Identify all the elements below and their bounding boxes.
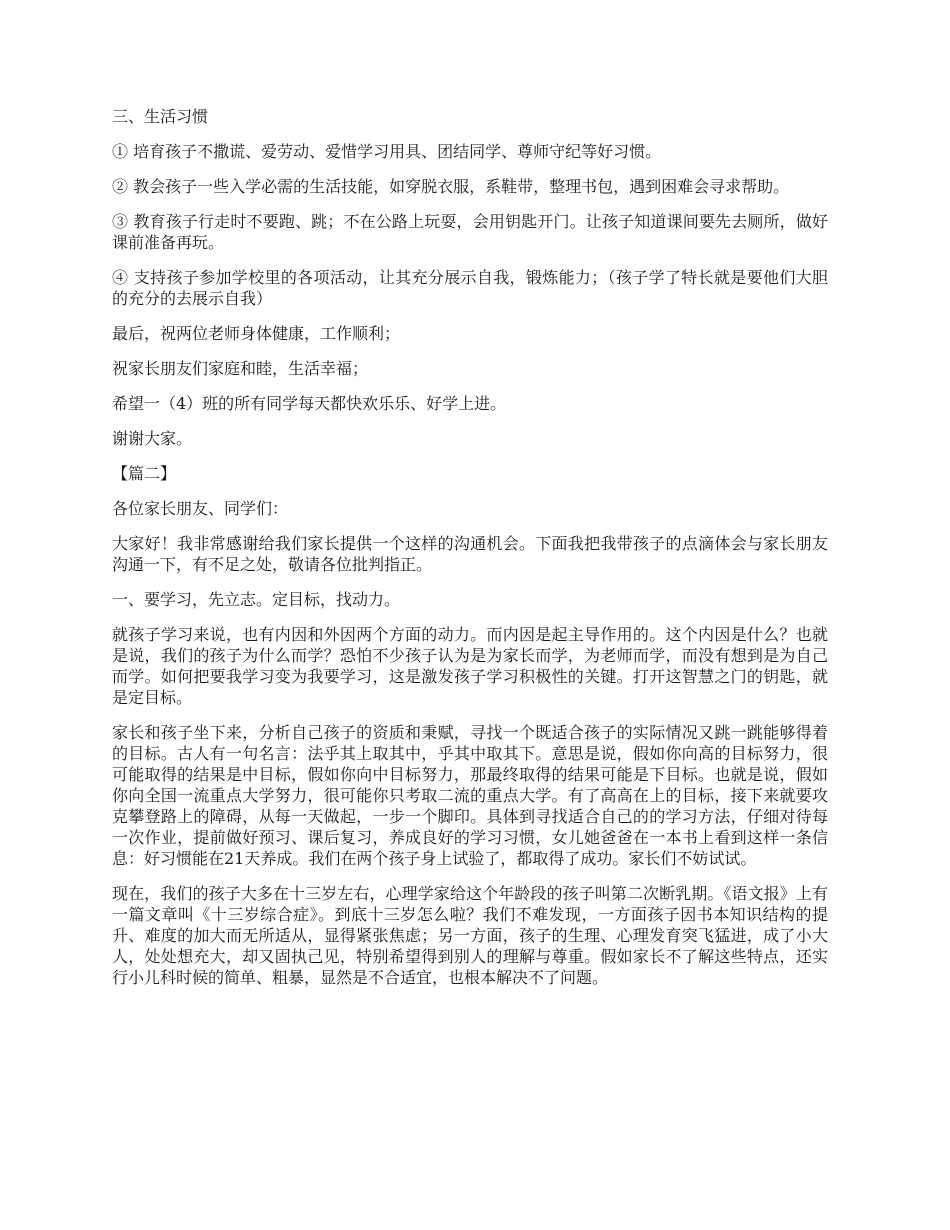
salutation: 各位家长朋友、同学们： <box>112 499 289 518</box>
closing-wish-parents: 祝家长朋友们家庭和睦，生活幸福； <box>112 359 369 378</box>
habit-item-1: ① 培育孩子不撒谎、爱劳动、爱惜学习用具、团结同学、尊师守纪等好习惯。 <box>112 142 662 161</box>
opening-paragraph: 大家好！我非常感谢给我们家长提供一个这样的沟通机会。下面我把我带孩子的点滴体会与家长朋友沟通一下，有不足之处，敬请各位批判指正。 <box>112 534 828 574</box>
body-paragraph: 现在，我们的孩子大多在十三岁左右，心理学家给这个年龄段的孩子叫第二次断乳期。《语文报》上有一篇文章叫《十三岁综合症》。到底十三岁怎么啦？我们不难发现，一方面孩子因书本知识结构的提升、难度的加大而无所适从，显得紧张焦虑；另一方面，孩子的生理、心理发育突飞猛进，成了小大人，处处想充大，却又固执己见，特别希望得到别人的理解与尊重。假如家长不了解这些特点，还实行小儿科时候的简单、粗暴，显然是不合适宜，也根本解决不了问题。 <box>112 884 828 987</box>
section-heading-part-two: 【篇二】 <box>112 464 177 483</box>
closing-wish-students: 希望一（4）班的所有同学每天都快欢乐乐、好学上进。 <box>112 394 507 413</box>
body-paragraph: 家长和孩子坐下来，分析自己孩子的资质和秉赋，寻找一个既适合孩子的实际情况又跳一跳能够得着的目标。古人有一句名言：法乎其上取其中，乎其中取其下。意思是说，假如你向高的目标努力，很可能取得的结果是中目标，假如你向中目标努力，那最终取得的结果可能是下目标。也就是说，假如你向全国一流重点大学努力，很可能你只考取二流的重点大学。有了高高在上的目标，接下来就要攻克攀登路上的障碍，从每一天做起，一步一个脚印。具体到寻找适合自己的的学习方法，仔细对待每一次作业，提前做好预习、课后复习，养成良好的学习习惯，女儿她爸爸在一本书上看到这样一条信息：好习惯能在21天养成。我们在两个孩子身上试验了，都取得了成功。家长们不妨试试。 <box>112 723 828 868</box>
section-heading-living-habits: 三、生活习惯 <box>112 107 209 126</box>
habit-item-2: ② 教会孩子一些入学必需的生活技能，如穿脱衣服，系鞋带，整理书包，遇到困难会寻求帮助。 <box>112 177 790 196</box>
closing-wish-teachers: 最后，祝两位老师身体健康，工作顺利； <box>112 324 401 343</box>
body-paragraph: 就孩子学习来说，也有内因和外因两个方面的动力。而内因是起主导作用的。这个内因是什么？也就是说，我们的孩子为什么而学？恐怕不少孩子认为是为家长而学，为老师而学，而没有想到是为自己而学。如何把要我学习变为我要学习，这是激发孩子学习积极性的关键。打开这智慧之门的钥匙，就是定目标。 <box>112 625 828 707</box>
subheading-goals: 一、要学习，先立志。定目标，找动力。 <box>112 590 401 609</box>
habit-item-3: ③ 教育孩子行走时不要跑、跳；不在公路上玩耍，会用钥匙开门。让孩子知道课间要先去厕所，做好课前准备再玩。 <box>112 212 828 252</box>
habit-item-4: ④ 支持孩子参加学校里的各项活动，让其充分展示自我，锻炼能力；（孩子学了特长就是要他们大胆的充分的去展示自我） <box>112 268 828 308</box>
document-page <box>112 106 828 1002</box>
closing-thanks: 谢谢大家。 <box>112 429 193 448</box>
